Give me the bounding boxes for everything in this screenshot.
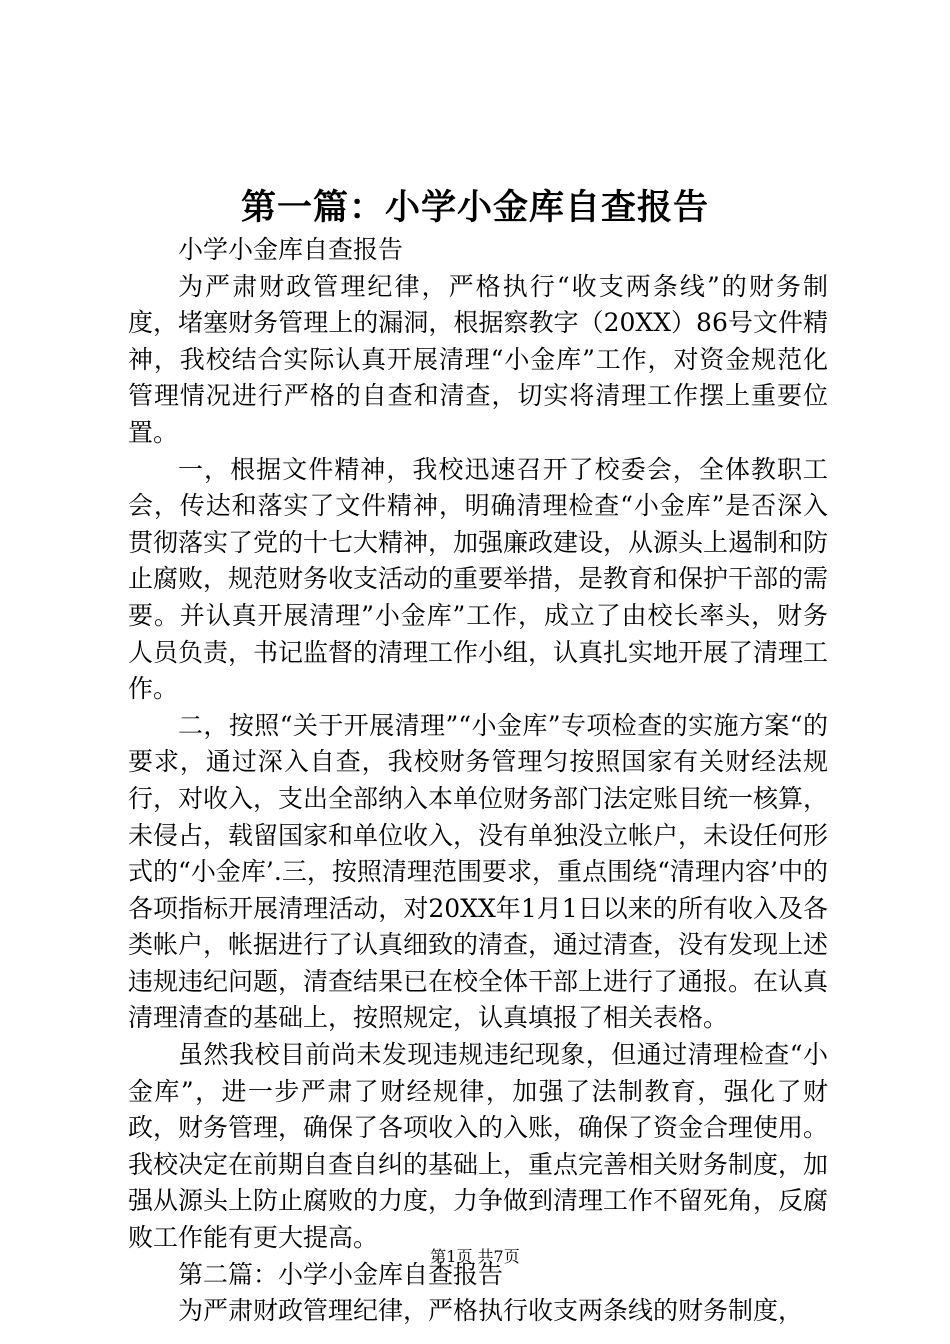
- second-article-paragraph: 为严肃财政管理纪律，严格执行收支两条线的财务制度，: [178, 1296, 804, 1326]
- section-one-paragraph: 一，根据文件精神，我校迅速召开了校委会，全体教职工会，传达和落实了文件精神，明确清理检查“小金库”是否深入贯彻落实了党的十七大精神，加强廉政建设，从源头上遏制和防止腐败，规范财务收支活动的重要举措，是教育和保护干部的需要。并认真开展清理”小金库”工作，成立了由校长率头，财务人员负责，书记监督的清理工作小组，认真扎实地开展了清理工作。: [128, 454, 829, 704]
- section-two-three-paragraph: 二，按照“关于开展清理”“小金库”专项检查的实施方案“的要求，通过深入自查，我校财务管理匀按照国家有关财经法规行，对收入，支出全部纳入本单位财务部门法定账目统一核算，未侵占，载留国家和单位收入，没有单独没立帐户，未设任何形式的“小金库’.三，按照清理范围要求，重点围绕“清理内容’中的各项指标开展清理活动，对20XX年1月1日以来的所有收入及各类帐户，帐据进行了认真细致的清查，通过清查，没有发现上述违规违纪问题，清查结果已在校全体干部上进行了通报。在认真清理清查的基础上，按照规定，认真填报了相关表格。: [128, 710, 829, 1033]
- document-body: [128, 232, 828, 1330]
- page-title: 第一篇：小学小金库自查报告: [240, 187, 709, 228]
- subtitle-paragraph: 小学小金库自查报告: [178, 235, 404, 264]
- page-number-footer: 第1页 共7页: [430, 1247, 520, 1266]
- intro-paragraph: 为严肃财政管理纪律，严格执行“收支两条线”的财务制度，堵塞财务管理上的漏洞，根据察教字（20XX）86号文件精神，我校结合实际认真开展清理“小金库”工作，对资金规范化管理情况进行严格的自查和清查，切实将清理工作摆上重要位置。: [128, 271, 828, 447]
- second-article-heading: 第二篇：小学小金库自查报告: [178, 1259, 504, 1289]
- conclusion-paragraph: 虽然我校目前尚未发现违规违纪现象，但通过清理检查“小金库”，进一步严肃了财经规律，加强了法制教育，强化了财政，财务管理，确保了各项收入的入账，确保了资金合理使用。我校决定在前期自查自纠的基础上，重点完善相关财务制度，加强从源头上防止腐败的力度，力争做到清理工作不留死角，反腐败工作能有更大提高。: [128, 1040, 829, 1253]
